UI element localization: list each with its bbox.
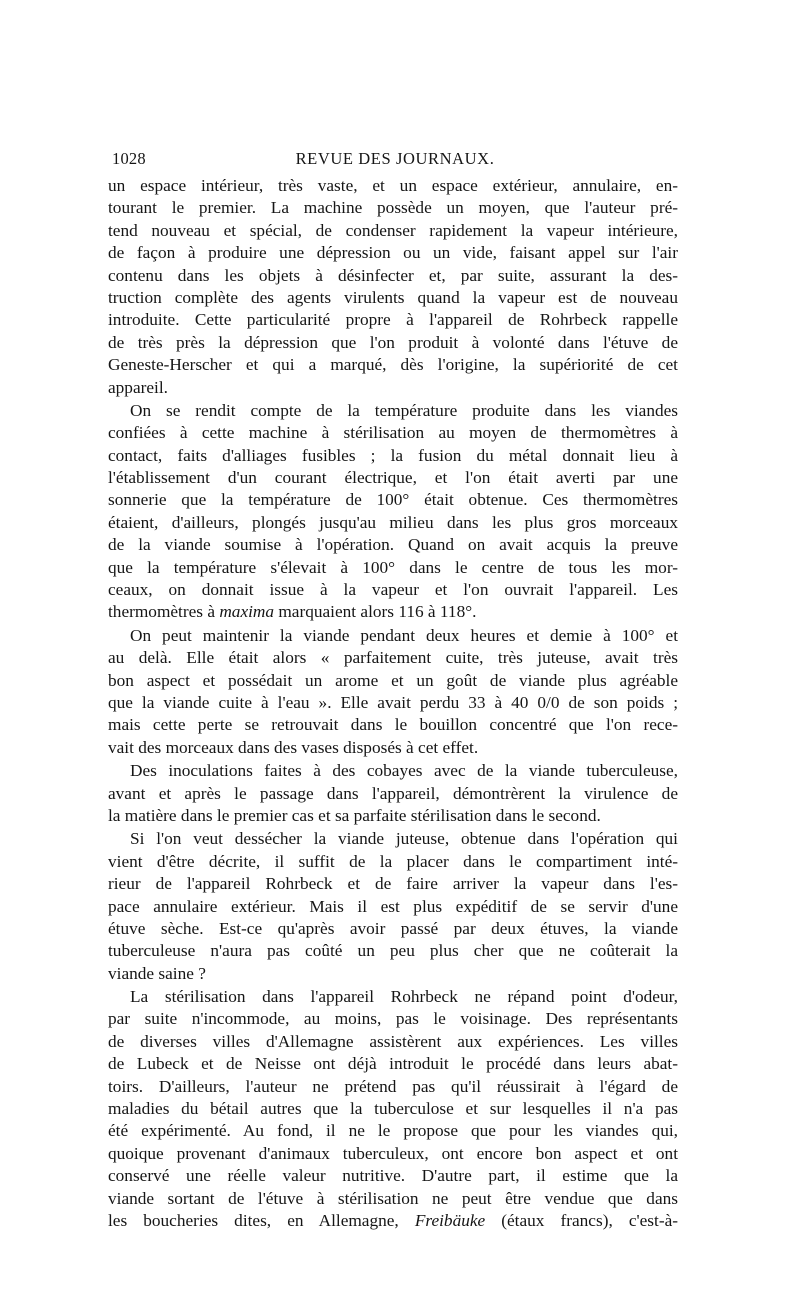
text-line: de façon à produire une dépression ou un vide, faisant appel sur l'air (108, 243, 678, 263)
italic-term: Freibäuke (414, 1210, 486, 1230)
text-line: que la viande cuite à l'eau ». Elle avait perdu 33 à 40 0/0 de son poids ; (108, 692, 678, 712)
text-line: Des inoculations faites à des cobayes avec de la viande tuberculeuse, (130, 761, 678, 781)
text-line: Geneste-Herscher et qui a marqué, dès l'origine, la supériorité de cet (108, 355, 678, 375)
page-number: 1028 (112, 149, 146, 168)
text-line: truction complète des agents virulents quand la vapeur est de nouveau (108, 287, 678, 307)
text-line: rieur de l'appareil Rohrbeck et de faire arriver la vapeur dans l'es- (108, 874, 678, 894)
text-line: maladies du bétail autres que la tuberculose et sur lesquelles il n'a pas (108, 1099, 678, 1119)
text-line: Si l'on veut dessécher la viande juteuse, obtenue dans l'opération qui (130, 829, 678, 849)
text-line: un espace intérieur, très vaste, et un espace extérieur, annulaire, en- (108, 176, 678, 195)
text-line: avant et après le passage dans l'appareil, démontrèrent la virulence de (108, 783, 678, 803)
text-line: les boucheries dites, en Allemagne, Freibäuke (étaux francs), c'est-à- (108, 1210, 678, 1230)
text-line: de diverses villes d'Allemagne assistèrent aux expériences. Les villes (108, 1031, 678, 1051)
text-line: thermomètres à maxima marquaient alors 116 à 118°. (108, 602, 477, 622)
text-line: La stérilisation dans l'appareil Rohrbeck ne répand point d'odeur, (130, 987, 678, 1007)
page-header (112, 149, 678, 173)
text-line: tend nouveau et spécial, de condenser rapidement la vapeur intérieure, (108, 220, 678, 240)
text-line: quoique provenant d'animaux tuberculeux, ont encore bon aspect et ont (108, 1143, 678, 1163)
text-line: pace annulaire extérieur. Mais il est plus expéditif de se servir d'une (108, 896, 678, 916)
text-line: appareil. (108, 377, 168, 397)
text-line: que la température s'élevait à 100° dans le centre de tous les mor- (108, 557, 678, 577)
text-line: étuve sèche. Est-ce qu'après avoir passé par deux étuves, la viande (108, 918, 678, 938)
paragraph-3 (108, 625, 678, 759)
text-line: vient d'être décrite, il suffit de la placer dans le compartiment inté- (108, 851, 678, 871)
text-line: au delà. Elle était alors « parfaitement cuite, très juteuse, avait très (108, 648, 678, 668)
text-line: par suite n'incommode, au moins, pas le voisinage. Des représentants (108, 1009, 678, 1029)
text-line: bon aspect et possédait un arome et un goût de viande plus agréable (108, 670, 678, 690)
text-line: ceaux, on donnait issue à la vapeur et l'on ouvrait l'appareil. Les (108, 580, 678, 600)
text-line: tuberculeuse n'aura pas coûté un peu plus cher que ne coûterait la (108, 941, 678, 961)
text-line: vait des morceaux dans des vases disposés à cet effet. (108, 737, 479, 757)
text-line: de Lubeck et de Neisse ont déjà introduit le procédé dans leurs abat- (108, 1054, 678, 1074)
text-line: contact, faits d'alliages fusibles ; la fusion du métal donnait lieu à (108, 445, 678, 465)
running-head: REVUE DES JOURNAUX. (295, 149, 495, 168)
body-text (108, 175, 678, 1232)
text-line: confiées à cette machine à stérilisation au moyen de thermomètres à (108, 423, 678, 443)
text-line: On se rendit compte de la température produite dans les viandes (130, 400, 678, 420)
text-line: l'établissement d'un courant électrique, et l'on était averti par une (108, 468, 678, 488)
text-line: la matière dans le premier cas et sa parfaite stérilisation dans le second. (108, 805, 601, 825)
text-line: toirs. D'ailleurs, l'auteur ne prétend pas qu'il réussirait à l'égard de (108, 1076, 678, 1096)
text-line: de très près la dépression que l'on produit à volonté dans l'étuve de (108, 332, 678, 352)
text-line: mais cette perte se retrouvait dans le bouillon concentré que l'on rece- (108, 715, 678, 735)
text-line: sonnerie que la température de 100° était obtenue. Ces thermomètres (108, 490, 678, 510)
text-line: conservé une réelle valeur nutritive. D'autre part, il estime que la (108, 1166, 678, 1186)
text-line: de la viande soumise à l'opération. Quand on avait acquis la preuve (108, 535, 678, 555)
text-line: été expérimenté. Au fond, il ne le propose que pour les viandes qui, (108, 1121, 678, 1141)
paragraph-6 (108, 986, 678, 1232)
paragraph-5 (108, 828, 678, 985)
paragraph-4 (108, 760, 678, 827)
text-line: viande sortant de l'étuve à stérilisation ne peut être vendue que dans (108, 1188, 678, 1208)
italic-term: maxima (219, 602, 275, 622)
text-line: viande saine ? (108, 963, 206, 983)
text-line: étaient, d'ailleurs, plongés jusqu'au milieu dans les plus gros morceaux (108, 512, 678, 532)
paragraph-1 (108, 175, 678, 399)
text-line: introduite. Cette particularité propre à l'appareil de Rohrbeck rappelle (108, 310, 678, 330)
text-line: tourant le premier. La machine possède un moyen, que l'auteur pré- (108, 198, 678, 218)
text-line: contenu dans les objets à désinfecter et, par suite, assurant la des- (108, 265, 678, 285)
text-line: On peut maintenir la viande pendant deux heures et demie à 100° et (130, 625, 678, 645)
paragraph-2 (108, 400, 678, 624)
